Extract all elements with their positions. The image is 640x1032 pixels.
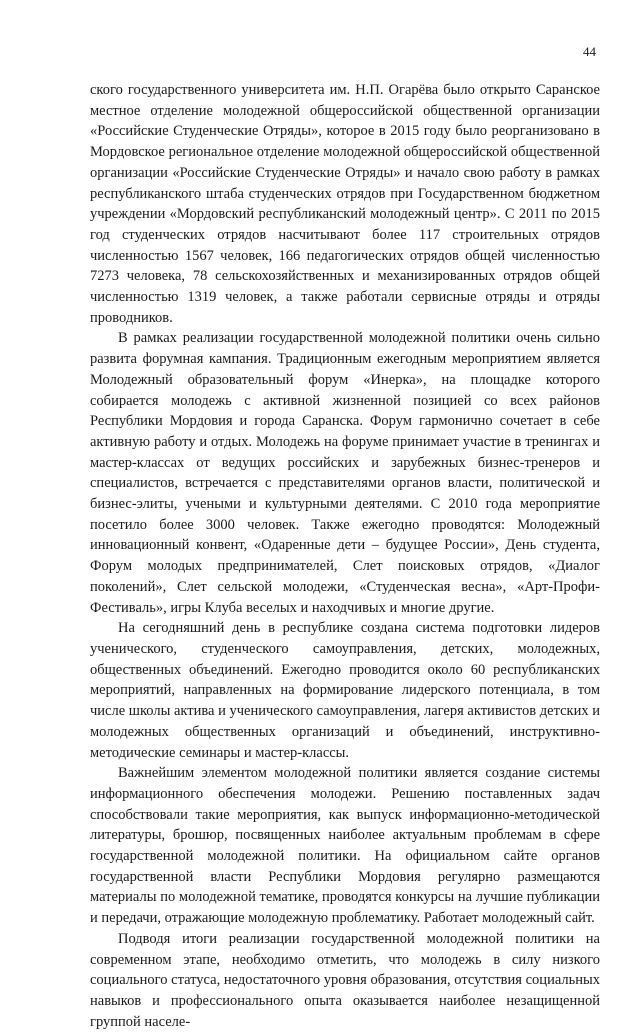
paragraph-3: На сегодняшний день в республике создана система подготовки лидеров ученического, студенческого самоуправления, детских, молодежных, общественных объединений. Ежегодно проводится около 60 республиканских мероприятий, направленных на формирование лидерского потенциала, в том числе школы актива и ученического самоуправления, лагеря активистов детских и молодежных общественных организаций и объединений, инструктивно-методические семинары и мастер-классы. bbox=[90, 620, 600, 761]
paragraph-4: Важнейшим элементом молодежной политики является создание системы информационного обеспечения молодежи. Решению поставленных задач способствовали такие мероприятия, как выпуск информационно-методической литературы, брошюр, посвященных наиболее актуальным проблемам в сфере государственной молодежной политики. На официальном сайте органов государственной власти Республики Мордовия регулярно размещаются материалы по молодежной тематике, проводятся конкурсы на лучшие публикации и передачи, отражающие молодежную проблематику. Работает молодежный сайт. bbox=[90, 765, 600, 927]
body-text bbox=[90, 80, 600, 1032]
paragraph-2: В рамках реализации государственной молодежной политики очень сильно развита форумная кампания. Традиционным ежегодным мероприятием является Молодежный образовательный форум «Инерка», на площадке которого собирается молодежь с активной жизненной позицией со всех районов Республики Мордовия и города Саранска. Форум гармонично сочетает в себе активную работу и отдых. Молодежь на форуме принимает участие в тренингах и мастер-классах от ведущих российских и зарубежных бизнес-тренеров и специалистов, встречается с представителями органов власти, политической и бизнес-элиты, учеными и культурными деятелями. С 2010 года мероприятие посетило более 3000 человек. Также ежегодно проводятся: Молодежный инновационный конвент, «Одаренные дети – будущее России», День студента, Форум молодых предпринимателей, Слет поисковых отрядов, «Диалог поколений», Слет сельской молодежи, «Студенческая весна», «Арт-Профи-Фестиваль», игры Клуба веселых и находчивых и многие другие. bbox=[90, 330, 600, 616]
page-number: 44 bbox=[583, 44, 596, 59]
paragraph-5: Подводя итоги реализации государственной молодежной политики на современном этапе, необходимо отметить, что молодежь в силу низкого социального статуса, недостаточного уровня образования, отсутствия социальных навыков и профессионального опыта оказывается наиболее незащищенной группой населе- bbox=[90, 930, 600, 1030]
paragraph-1: ского государственного университета им. Н.П. Огарёва было открыто Саранское местное отделение молодежной общероссийской общественной организации «Российские Студенческие Отряды», которое в 2015 году было реорганизовано в Мордовское региональное отделение молодежной общероссийской общественной организации «Российские Студенческие Отряды» и начало свою работу в рамках республиканского штаба студенческих отрядов при Государственном бюджетном учреждении «Мордовский республиканский молодежный центр». С 2011 по 2015 год студенческих отрядов насчитывают более 117 строительных отрядов численностью 1567 человек, 166 педагогических отрядов общей численностью 7273 человека, 78 сельскохозяйственных и механизированных отрядов общей численностью 1319 человек, а также работали сервисные отряды и отряды проводников. bbox=[90, 82, 600, 326]
